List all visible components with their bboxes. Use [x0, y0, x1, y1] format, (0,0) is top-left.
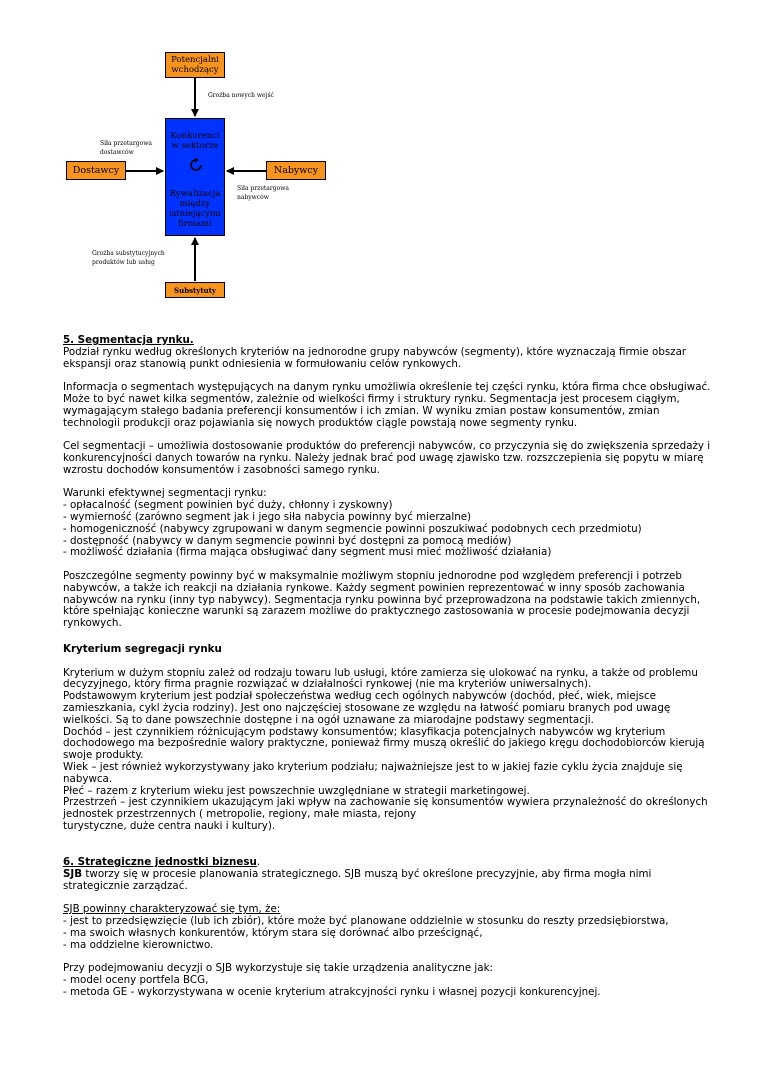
criterion-section [63, 644, 713, 833]
suppliers-box [66, 161, 126, 180]
section-5-paragraph-2: Informacja o segmentach występujących na danym rynku umożliwia określenie tej części rynku, która firma chce obsługiwać. Może to być nawet kilka segmentów, zależnie od wielkości firmy i struktury rynku. Segmentacja jest procesem ciągłym, wymagającym stałego badania preferencji konsumentów i ich zmian. W wyniku zmian postaw konsumentów, zmian technologii produkcji oraz pojawiania się nowych produktów ciągle powstają nowe segmenty rynku. [63, 381, 711, 429]
potential-entrants-box [165, 52, 225, 78]
buyers-power-label: Siła przetargowa nabywców [237, 185, 289, 201]
buyers-label: Nabywcy [273, 165, 319, 176]
sjb-characteristic-item: - jest to przedsięwzięcie (lub ich zbiór), które może być planowane oddzielnie w stosunku do reszty przedsiębiorstwa, [63, 914, 669, 927]
diagram-arrows [0, 0, 760, 320]
substitutes-label: Substytuty [174, 285, 216, 295]
condition-item: - wymierność (zarówno segment jak i jego siła nabycia powinny być mierzalne) [63, 510, 472, 523]
section-6-title: 6. Strategiczne jednostki biznesu [63, 856, 257, 868]
potential-entrants-label: Potencjalni wchodzący [171, 55, 219, 75]
section-5-paragraph-4: Poszczególne segmenty powinny być w maksymalnie możliwym stopniu jednorodne pod względem preferencji i potrzeb nabywców, a także ich reakcji na działania rynkowe. Każdy segment powinien reprezentować w inny sposób zachowania nabywców na rynku (inny typ nabywcy). Segmentacja rynku powinna być przeprowadzona na podstawie takich zmiennych, które spełniając konieczne warunki są zarazem możliwe do praktycznego zastosowania w procesie podejmowania decyzji rynkowych. [63, 569, 701, 630]
sjb-tool-item: - metoda GE - wykorzystywana w ocenie kryterium atrakcyjności rynku i własnej pozycji konkurencyjnej. [63, 985, 601, 998]
criterion-income: Dochód – jest czynnikiem różnicującym podstawy konsumentów; klasyfikacja potencjalnych nabywców wg kryterium dochodowego ma bezpośrednie walory praktyczne, ponieważ firmy muszą określić do jakiego kręgu dochodobiorców kierują swoje produkty. [63, 725, 705, 762]
criterion-paragraph-2: Podstawowym kryterium jest podział społeczeństwa według cech ogólnych nabywców (dochód, płeć, wiek, miejsce zamieszkania, cykl życia rodziny). Jest ono najczęściej stosowane ze względu na łatwość pomiaru branych pod uwagę wielkości. Są to dane powszechnie dostępne i na ogół uznawane za miarodajne podstawy segmentacji. [63, 690, 671, 726]
new-entrants-threat-label: Groźba nowych wejść [208, 92, 274, 99]
rivalry-label: Rywalizacja między istniejącymi firmami [169, 189, 221, 229]
conditions-title: Warunki efektywnej segmentacji rynku: [63, 487, 267, 500]
sjb-description: tworzy się w procesie planowania strategicznego. SJB muszą być określone precyzyjnie, aby firma mogła nimi strategicznie zarządzać. [63, 867, 652, 892]
section-5 [63, 335, 713, 630]
section-5-title: 5. Segmentacja rynku. [63, 334, 194, 346]
substitutes-threat-label: Groźba substytucyjnych produktów lub usług [92, 250, 165, 266]
condition-item: - homogeniczność (nabywcy zgrupowani w danym segmencie powinni poszukiwać podobnych cech przedmiotu) [63, 522, 642, 535]
suppliers-power-label: Siła przetargowa dostawców [100, 140, 152, 156]
buyers-box [266, 161, 326, 180]
sjb-characteristic-item: - ma swoich własnych konkurentów, którym stara się dorównać albo prześcignąć, [63, 926, 483, 939]
suppliers-label: Dostawcy [72, 165, 120, 176]
criterion-space: Przestrzeń – jest czynnikiem ukazującym jaki wpływ na zachowanie się konsumentów wywiera przynależność do określonych jednostek przestrzennych ( metropolie, regiony, małe miasta, rejony [63, 796, 708, 821]
industry-competitors-box [165, 118, 225, 236]
sjb-tool-item: - model oceny portfela BCG, [63, 973, 209, 986]
condition-item: - opłacalność (segment powinien być duży, chłonny i zyskowny) [63, 499, 393, 512]
sjb-tools-title: Przy podejmowaniu decyzji o SJB wykorzystuje się takie urządzenia analityczne jak: [63, 962, 494, 975]
criterion-age: Wiek – jest również wykorzystywany jako kryterium podziału; najważniejsze jest to w jakiej fazie cyklu życia znajduje się nabywca. [63, 760, 683, 785]
criterion-gender: Płeć – razem z kryterium wieku jest powszechnie uwzględniane w strategii marketingowej. [63, 784, 530, 797]
porter-five-forces-diagram [0, 0, 760, 320]
competition-label: Konkurenci w sektorze [170, 131, 220, 151]
criterion-title: Kryterium segregacji rynku [63, 643, 222, 655]
condition-item: - dostępność (nabywcy w danym segmencie powinni być dostępni za pomocą mediów) [63, 534, 512, 547]
cycle-icon [188, 157, 204, 173]
section-6-title-suffix: . [256, 856, 261, 868]
criterion-space-continued: turystyczne, duże centra nauki i kultury). [63, 819, 276, 832]
substitutes-box [165, 282, 225, 298]
sjb-characteristic-item: - ma oddzielne kierownictwo. [63, 938, 214, 951]
section-6 [63, 857, 713, 999]
condition-item: - możliwość działania (firma mająca obsługiwać dany segment musi mieć możliwość działania) [63, 546, 552, 559]
sjb-term: SJB [63, 867, 83, 880]
section-6-paragraph-1 [63, 869, 713, 893]
section-5-paragraph-1: Podział rynku według określonych kryteriów na jednorodne grupy nabywców (segmenty), które wyznaczają firmie obszar ekspansji oraz stanowią punkt odniesienia w formułowaniu celów rynkowych. [63, 345, 687, 370]
criterion-paragraph-1: Kryterium w dużym stopniu zależ od rodzaju towaru lub usługi, które zamierza się ulokować na rynku, a także od problemu decyzyjnego, który firma pragnie rozwiązać w działalności rynkowej (nie ma kryteriów uniwersalnych). [63, 666, 698, 691]
sjb-characteristics-title: SJB powinny charakteryzować się tym, że: [63, 903, 281, 916]
section-5-paragraph-3: Cel segmentacji – umożliwia dostosowanie produktów do preferencji nabywców, co przyczynia się do zwiększenia sprzedaży i konkurencyjności danych towarów na rynku. Należy jednak brać pod uwagę zjawisko tzw. rozszczepienia się popytu w miarę wzrostu dochodów konsumentów i zasobności samego rynku. [63, 440, 711, 476]
